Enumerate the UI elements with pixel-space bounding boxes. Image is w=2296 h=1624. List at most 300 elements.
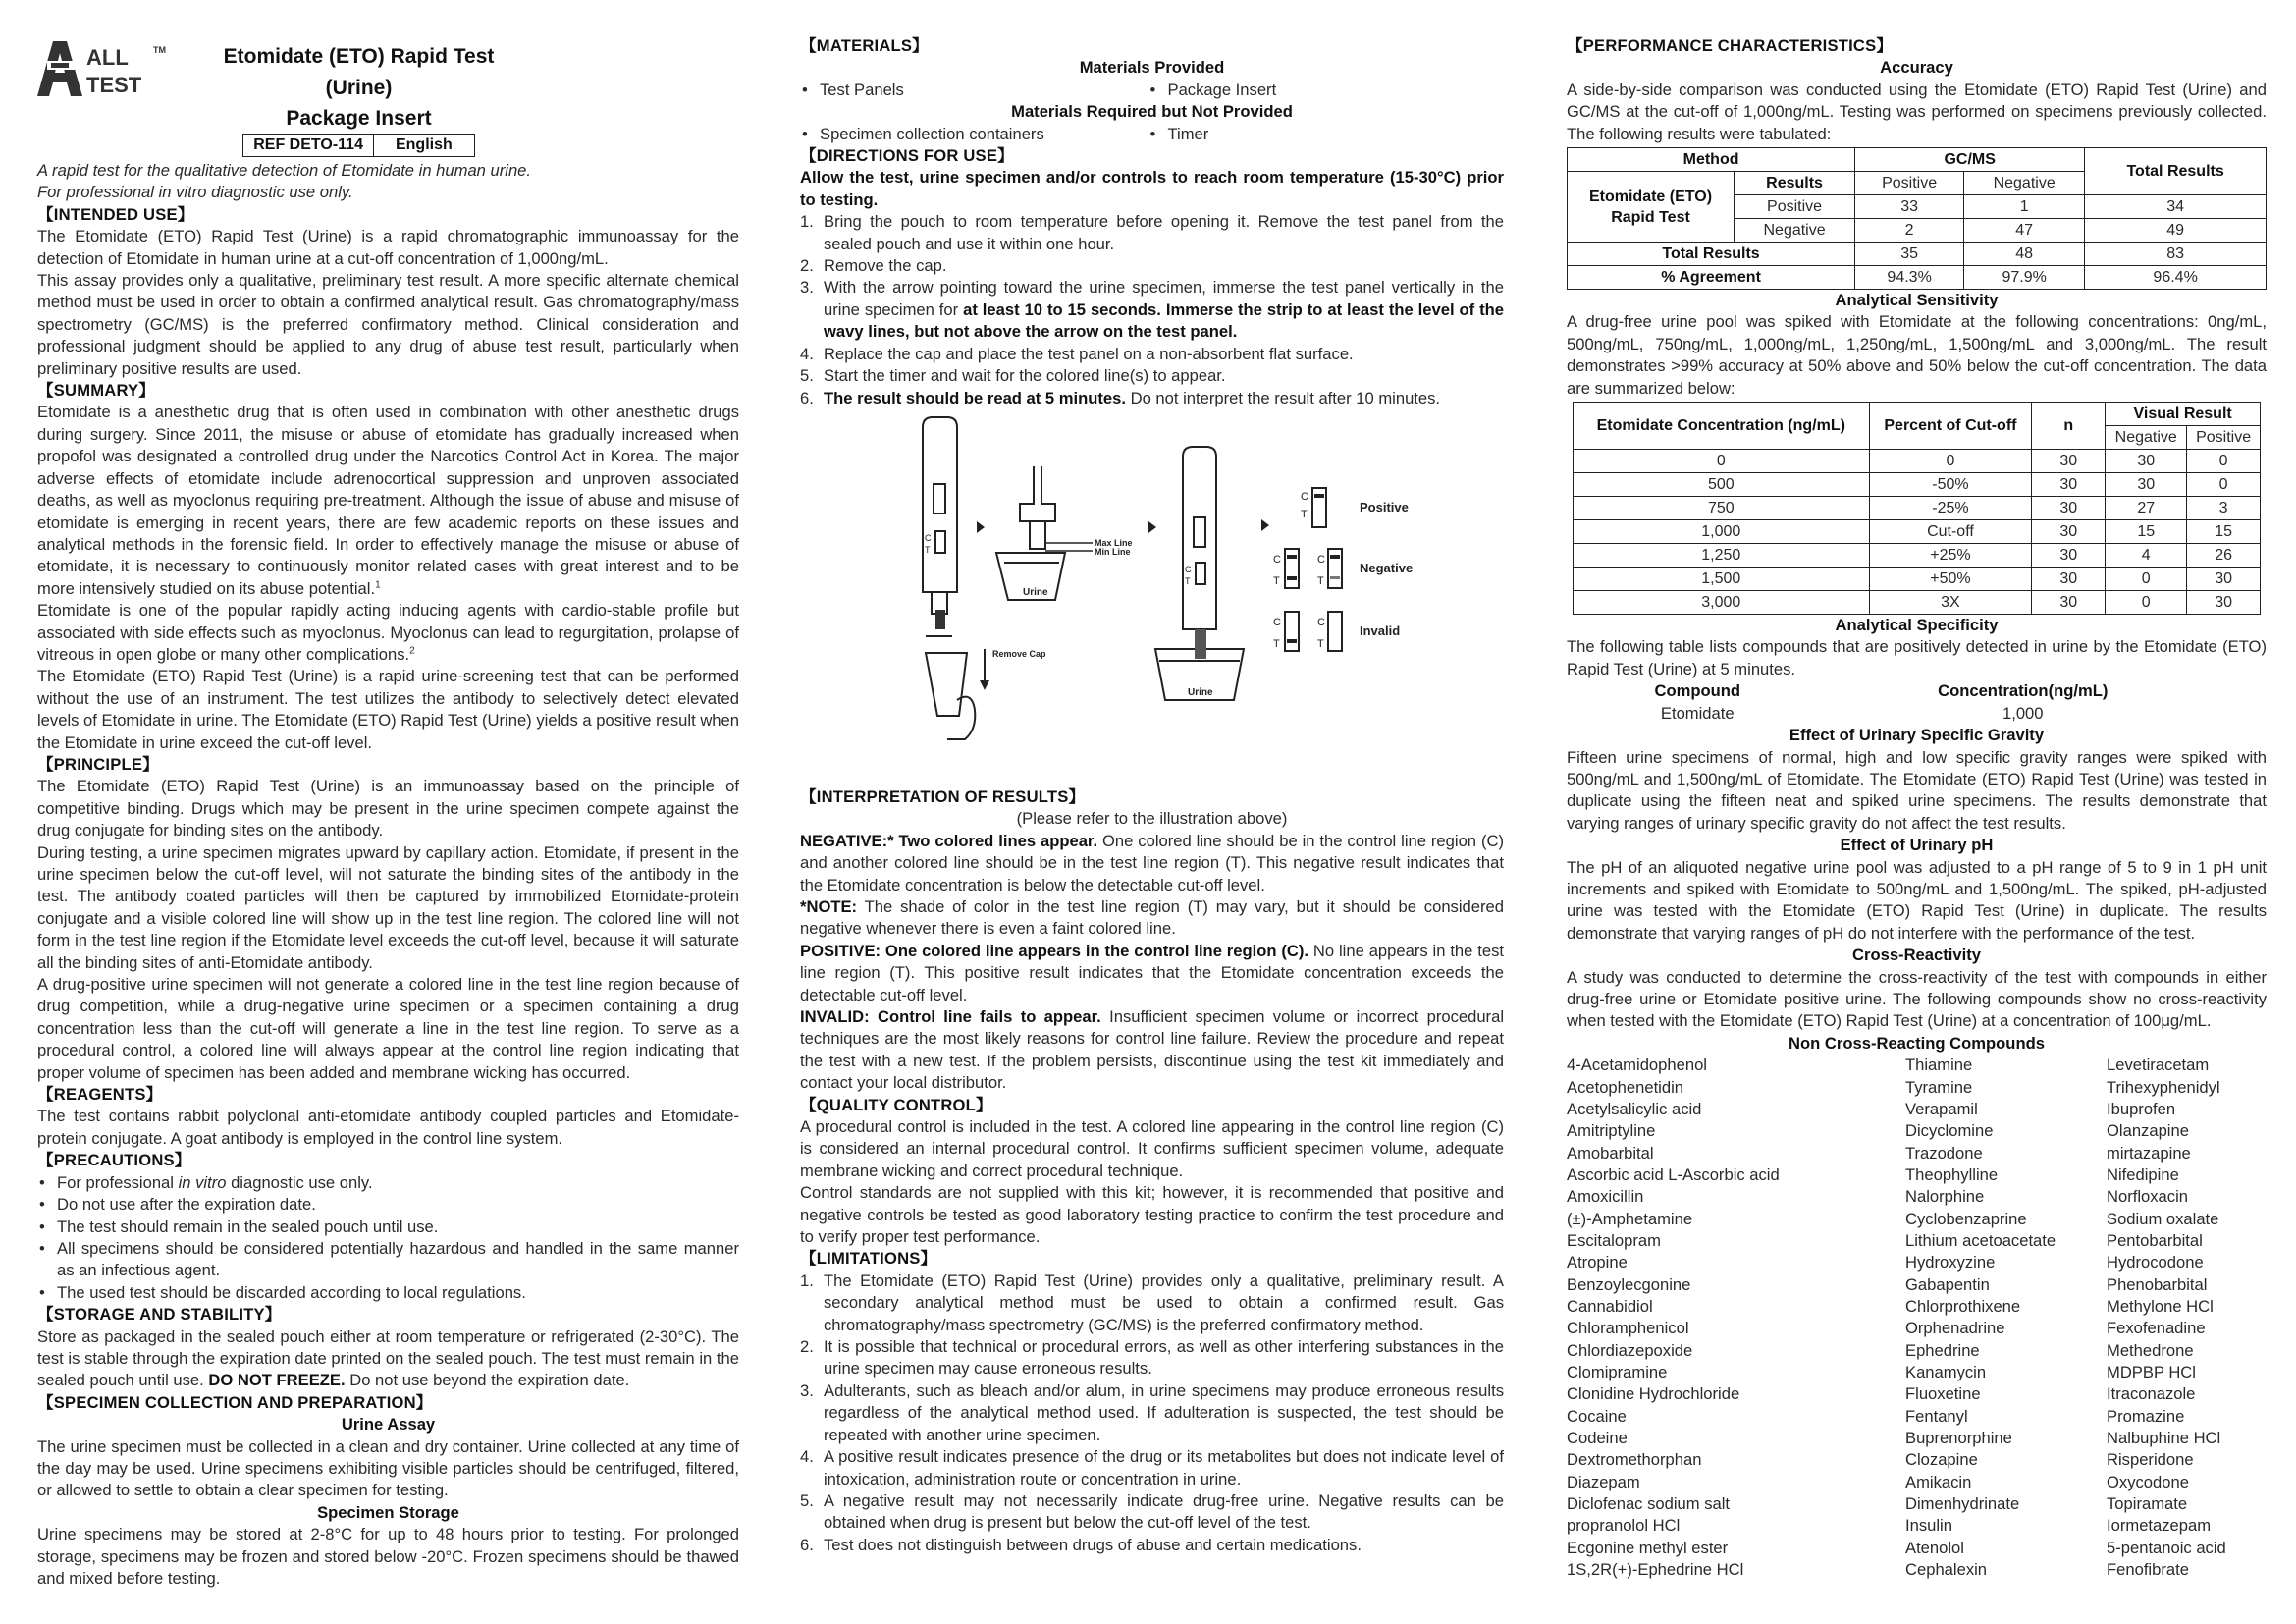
cell: 30 xyxy=(2032,520,2106,544)
list-item: Insulin xyxy=(1905,1516,1952,1536)
table-row xyxy=(1574,544,2261,568)
noncross-col-1 xyxy=(1567,1055,1905,1581)
panel1-strip-end xyxy=(935,610,945,629)
summary-p3: The Etomidate (ETO) Rapid Test (Urine) is a rapid urine-screening test that can be performed without the use of an instrument. The test utilizes the antibody to selectively detect elevated levels of Etomidate in urine. The Etomidate (ETO) Rapid Test (Urine) yields a positive result when the Etomidate in urine exceed the cut-off level. xyxy=(37,667,739,752)
limitations-list xyxy=(800,1271,1504,1556)
list-item: Buprenorphine xyxy=(1905,1429,2012,1448)
cell: 30 xyxy=(2032,450,2106,473)
list-item: Benzoylecgonine xyxy=(1567,1274,1691,1294)
cell: 30 xyxy=(2106,473,2187,497)
positive-bold: POSITIVE: One colored line appears in the control line region (C). xyxy=(800,941,1309,960)
performance-heading: 【PERFORMANCE CHARACTERISTICS】 xyxy=(1567,36,1894,55)
concentration-value: 1,000 xyxy=(2002,703,2044,723)
sensitivity-text: A drug-free urine pool was spiked with Etomidate at the following concentrations: 0ng/mL, 500ng/mL, 750ng/mL, 1,000ng/mL, 1,250ng/mL, 1,500ng/mL and 3,000ng/mL. The result demonstrates >99% accuracy at 50% above and 50% below the cut-off concentration. The data are summarized below: xyxy=(1567,312,2267,398)
list-item: Ecgonine methyl ester xyxy=(1567,1538,1729,1557)
cell: 3X xyxy=(1869,591,2032,615)
sensitivity-table xyxy=(1573,402,2261,615)
cell: 96.4% xyxy=(2085,266,2267,290)
title-block xyxy=(199,40,518,157)
neg-t2: T xyxy=(1317,574,1324,587)
neg1-c-line xyxy=(1287,555,1297,559)
directions-intro: Allow the test, urine specimen and/or controls to reach room temperature (15-30°C) prior to testing. xyxy=(800,168,1504,209)
cell: -25% xyxy=(1869,497,2032,520)
limitation-item: 3. Adulterants, such as bleach and/or alum, in urine specimens may produce erroneous results regardless of the analytical method used. If adulteration is suspected, the test should be repeated with another urine specimen. xyxy=(800,1380,1504,1444)
do-not-freeze: DO NOT FREEZE. xyxy=(208,1371,346,1390)
urine-label-2: Urine xyxy=(1188,686,1213,698)
interpretation-note: (Please refer to the illustration above) xyxy=(1016,809,1288,829)
pos-t: T xyxy=(1301,508,1308,520)
materials-required-title: Materials Required but Not Provided xyxy=(1011,102,1293,122)
noncross-col-3 xyxy=(2107,1055,2267,1581)
limitation-item: 2. It is possible that technical or procedural errors, as well as other interfering substances in the urine specimen may cause erroneous results. xyxy=(800,1337,1504,1379)
cell: 30 xyxy=(2032,544,2106,568)
positive-result xyxy=(800,941,1504,1006)
th-results: Results xyxy=(1735,172,1855,195)
th-gcms: GC/MS xyxy=(1855,148,2085,172)
column-right xyxy=(1567,35,2267,1581)
alltest-logo xyxy=(37,41,175,96)
list-item: Theophylline xyxy=(1905,1164,1999,1184)
inv-t: T xyxy=(1273,637,1280,650)
step-1-text: Bring the pouch to room temperature before opening it. Remove the test panel from the sealed pouch and use it within one hour. xyxy=(824,212,1504,253)
limitation-5-text: A negative result may not necessarily indicate drug-free urine. Negative results can be obtained when drug is present but below the cut-off level of the test. xyxy=(824,1490,1504,1533)
summary-p1 xyxy=(37,402,739,600)
list-item: Ascorbic acid L-Ascorbic acid xyxy=(1567,1164,1780,1184)
ref-number: REF DETO-114 xyxy=(253,136,363,153)
summary-ref-1: 1 xyxy=(375,579,381,591)
urine-assay-subheading: Urine Assay xyxy=(341,1415,436,1435)
cell: Positive xyxy=(1735,195,1855,219)
principle-heading: 【PRINCIPLE】 xyxy=(37,754,159,774)
step-2-text: Remove the cap. xyxy=(824,256,947,276)
list-item: MDPBP HCl xyxy=(2107,1363,2196,1381)
panel2-c-label: C xyxy=(1185,564,1192,574)
list-item: Clozapine xyxy=(1905,1450,1978,1470)
cell: 2 xyxy=(1855,219,1964,243)
precaution-item: • All specimens should be considered potentially hazardous and handled in the same manner as an infectious agent. xyxy=(37,1238,739,1282)
note-text: The shade of color in the test line region (T) may vary, but it should be considered negative whenever there is even a faint colored line. xyxy=(800,896,1504,939)
accuracy-text: A side-by-side comparison was conducted using the Etomidate (ETO) Rapid Test (Urine) and GC/MS at the cut-off of 1,000ng/mL. Testing was performed on specimens previously collected. The following results were tabulated: xyxy=(1567,80,2267,143)
cell: 30 xyxy=(2032,473,2106,497)
list-item: Levetiracetam xyxy=(2107,1056,2210,1075)
list-item: Verapamil xyxy=(1905,1099,1978,1118)
compound-header: Compound xyxy=(1654,681,1741,701)
specimen-p2: Urine specimens may be stored at 2-8°C for up to 48 hours prior to testing. For prolonged storage, specimens may be frozen and stored below -20°C. Frozen specimens should be thawed and mixed before testing. xyxy=(37,1525,739,1588)
list-item: Olanzapine xyxy=(2107,1121,2189,1141)
positive-c-line xyxy=(1314,494,1324,498)
direction-step: 3. With the arrow pointing toward the urine specimen, immerse the test panel vertically in the urine specimen for at least 10 to 15 seconds. Immerse the strip to at least the level of the wavy lines, but not above the arrow on the test panel. xyxy=(800,278,1504,342)
table-row xyxy=(1568,266,2267,290)
document-type: Package Insert xyxy=(286,107,432,130)
list-item: Cocaine xyxy=(1567,1406,1627,1426)
neg2-c-line xyxy=(1330,555,1340,559)
list-item: Promazine xyxy=(2107,1406,2185,1426)
ref-box xyxy=(242,134,475,157)
quality-heading: 【QUALITY CONTROL】 xyxy=(800,1095,992,1114)
cell: 30 xyxy=(2032,568,2106,591)
directions-heading: 【DIRECTIONS FOR USE】 xyxy=(800,146,1014,166)
list-item: Nalbuphine HCl xyxy=(2107,1429,2221,1448)
cross-reactivity-title: Cross-Reactivity xyxy=(1852,946,1981,965)
cell: 1,000 xyxy=(1574,520,1870,544)
precaution-1-post: diagnostic use only. xyxy=(226,1172,373,1192)
list-item: Sodium oxalate xyxy=(2107,1209,2219,1228)
neg1-t-line xyxy=(1287,576,1297,580)
precaution-item: • The test should remain in the sealed pouch until use. xyxy=(37,1217,739,1238)
limitation-item: 6. Test does not distinguish between drugs of abuse and certain medications. xyxy=(800,1535,1362,1554)
specimen-p1: The urine specimen must be collected in a clean and dry container. Urine collected at any time of the day may be used. Urine specimens exhibiting visible particles should be centrifuged, filtered, or allowed to settle to obtain a clear specimen for testing. xyxy=(37,1436,739,1500)
cell: 15 xyxy=(2187,520,2261,544)
cell: 30 xyxy=(2187,591,2261,615)
list-item: Itraconazole xyxy=(2107,1384,2196,1404)
table-row xyxy=(1568,243,2267,266)
sensitivity-title: Analytical Sensitivity xyxy=(1835,291,1999,310)
storage-end: Do not use beyond the expiration date. xyxy=(349,1371,630,1390)
reagents-p1: The test contains rabbit polyclonal anti-etomidate antibody coupled particles and Etomidate-protein conjugate. A goat antibody is employed in the control line system. xyxy=(37,1107,739,1148)
list-item: Norfloxacin xyxy=(2107,1187,2189,1207)
list-item: Atropine xyxy=(1567,1253,1628,1272)
cell: 1,500 xyxy=(1574,568,1870,591)
material-item: • Specimen collection containers xyxy=(800,124,1152,145)
list-item: Ephedrine xyxy=(1905,1340,1980,1360)
list-item: Dimenhydrinate xyxy=(1905,1494,2020,1514)
intended-use-heading: 【INTENDED USE】 xyxy=(37,204,194,224)
ph-text: The pH of an aliquoted negative urine pool was adjusted to a pH range of 5 to 9 in 1 pH unit increments and spiked with Etomidate to 500ng/mL and 1,500ng/mL. The spiked, pH-adjusted urine was tested with the Etomidate (ETO) Rapid Test (Urine) in duplicate. The results demonstrate that varying ranges of pH do not interfere with the performance of the test. xyxy=(1567,857,2267,943)
concentration-header: Concentration(ng/mL) xyxy=(1938,681,2109,701)
list-item: Iormetazepam xyxy=(2107,1516,2212,1536)
cell: 0 xyxy=(1574,450,1870,473)
th-positive: Positive xyxy=(2187,426,2261,450)
invalid-result xyxy=(800,1006,1504,1095)
list-item: Clonidine Hydrochloride xyxy=(1567,1384,1740,1404)
list-item: Methedrone xyxy=(2107,1340,2194,1360)
list-item: Trihexyphenidyl xyxy=(2107,1077,2220,1097)
cell: 49 xyxy=(2085,219,2267,243)
limitation-2-text: It is possible that technical or procedural errors, as well as other interfering substances in the urine specimen may cause erroneous results. xyxy=(824,1337,1504,1379)
list-item: Amitriptyline xyxy=(1567,1121,1656,1141)
list-item: mirtazapine xyxy=(2107,1143,2191,1163)
cell: 97.9% xyxy=(1964,266,2085,290)
storage-p1 xyxy=(37,1326,739,1392)
th-negative: Negative xyxy=(1964,172,2085,195)
list-item: Topiramate xyxy=(2107,1494,2188,1514)
material-item: • Timer xyxy=(1148,124,1505,145)
limitation-3-text: Adulterants, such as bleach and/or alum, in urine specimens may produce erroneous results regardless of the analytical method used. If adulteration is suspected, the test should be repeated with another urine specimen. xyxy=(824,1380,1504,1444)
cell: 0 xyxy=(2106,568,2187,591)
invalid-text: Insufficient specimen volume or incorrect procedural techniques are the most likely reasons for control line failure. Review the procedure and repeat the test with a new test. If the problem persists, discontinue using the test kit immediately and contact your local distributor. xyxy=(800,1006,1504,1093)
urine-label-1: Urine xyxy=(1023,586,1048,598)
list-item: Chlorprothixene xyxy=(1905,1296,2021,1316)
list-item: Phenobarbital xyxy=(2107,1274,2208,1294)
intended-use-p2: This assay provides only a qualitative, preliminary test result. A more specific alternate chemical method must be used in order to obtain a confirmed analytical result. Gas chromatography/mass spectrometry (GC/MS) is the preferred confirmatory method. Clinical consideration and professional judgment should be applied to any drug of abuse test result, particularly when preliminary positive results are used. xyxy=(37,271,739,378)
intended-use-p1: The Etomidate (ETO) Rapid Test (Urine) is a rapid chromatographic immunoassay for the detection of Etomidate in human urine at a cut-off concentration of 1,000ng/mL. xyxy=(37,227,739,268)
min-line-label: Min Line xyxy=(1095,546,1131,557)
list-item: Cannabidiol xyxy=(1567,1296,1653,1316)
list-item: Lithium acetoacetate xyxy=(1905,1230,2056,1250)
intro-line-2: For professional in vitro diagnostic use only. xyxy=(37,183,353,202)
list-item: Fenofibrate xyxy=(2107,1560,2189,1580)
list-item: Fluoxetine xyxy=(1905,1384,1981,1404)
th-total-results: Total Results xyxy=(2085,148,2267,195)
specificity-title: Analytical Specificity xyxy=(1835,616,1999,635)
product-subtitle: (Urine) xyxy=(325,77,393,99)
precaution-item: • Do not use after the expiration date. xyxy=(37,1194,739,1216)
arrow-down-icon xyxy=(980,680,989,690)
th-concentration: Etomidate Concentration (ng/mL) xyxy=(1574,403,1870,450)
test-panel-2 xyxy=(1155,447,1244,700)
column-left xyxy=(37,35,739,1590)
list-item: 1S,2R(+)-Ephedrine HCl xyxy=(1567,1560,1744,1580)
panel2-strip-end xyxy=(1195,629,1206,659)
storage-heading: 【STORAGE AND STABILITY】 xyxy=(37,1305,282,1325)
cell: Negative xyxy=(1735,219,1855,243)
list-item: Atenolol xyxy=(1905,1538,1964,1557)
compound-value: Etomidate xyxy=(1660,703,1735,723)
step-6-text: Do not interpret the result after 10 minutes. xyxy=(1125,388,1441,407)
limitation-item: 5. A negative result may not necessarily indicate drug-free urine. Negative results can be obtained when drug is present but below the cut-off level of the test. xyxy=(800,1490,1504,1533)
cell: +50% xyxy=(1869,568,2032,591)
list-item: Codeine xyxy=(1567,1429,1628,1448)
list-item: Tyramine xyxy=(1905,1077,1973,1097)
gravity-title: Effect of Urinary Specific Gravity xyxy=(1789,726,2045,745)
specificity-row xyxy=(1567,703,2267,725)
materials-provided-title: Materials Provided xyxy=(1079,58,1225,78)
directions-steps xyxy=(800,211,1504,409)
test-panel-1 xyxy=(923,417,957,636)
cell: 4 xyxy=(2106,544,2187,568)
table-row xyxy=(1574,473,2261,497)
cell: Cut-off xyxy=(1869,520,2032,544)
summary-p1-text: Etomidate is a anesthetic drug that is often used in combination with other anesthetic drugs during surgery. Since 2011, the misuse or abuse of etomidate has gradually increased when propofol was designated a controlled drug under the Narcotics Control Act in Korea. The major adverse effects of etomidate include adrenocortical suppression and unproven associated deaths, as well as myoclonus requiring pre-treatment. Although the issue of abuse and misuse of etomidate is emerging in recent years, there are few academic reports on these issues and analytical methods in the forensic field. In order to effectively manage the misuse or abuse of etomidate, it is necessary to continuously monitor related cases with great interest and to be more intensively studied on its abuse potential. xyxy=(37,403,739,598)
list-item: Amoxicillin xyxy=(1567,1187,1644,1207)
list-item: Amobarbital xyxy=(1567,1143,1654,1163)
inv-c: C xyxy=(1273,616,1281,628)
cell: 30 xyxy=(2032,591,2106,615)
th-positive: Positive xyxy=(1855,172,1964,195)
cell: 26 xyxy=(2187,544,2261,568)
th-visual-result: Visual Result xyxy=(2106,403,2261,426)
cell: 83 xyxy=(2085,243,2267,266)
list-item: Gabapentin xyxy=(1905,1274,1990,1294)
list-item: Amikacin xyxy=(1905,1472,1972,1491)
cell: 3,000 xyxy=(1574,591,1870,615)
th-negative: Negative xyxy=(2106,426,2187,450)
cell: 3 xyxy=(2187,497,2261,520)
logo-text-all: ALL xyxy=(86,45,129,70)
limitation-6-text: Test does not distinguish between drugs of abuse and certain medications. xyxy=(824,1535,1362,1554)
list-item: Dicyclomine xyxy=(1905,1121,1994,1141)
specificity-header xyxy=(1567,680,2267,702)
interpretation-heading: 【INTERPRETATION OF RESULTS】 xyxy=(800,786,1086,806)
list-item: Oxycodone xyxy=(2107,1472,2189,1491)
cross-reactivity-text: A study was conducted to determine the cross-reactivity of the test with compounds in either drug-free urine or Etomidate positive urine. The following compounds show no cross-reactivity when tested with the Etomidate (ETO) Rapid Test (Urine) at a concentration of 100μg/mL. xyxy=(1567,967,2267,1031)
table-row xyxy=(1574,568,2261,591)
noncross-title: Non Cross-Reacting Compounds xyxy=(1789,1033,2045,1053)
cell: 0 xyxy=(2106,591,2187,615)
panel1-t-label: T xyxy=(925,544,931,555)
accuracy-table xyxy=(1567,147,2267,290)
neg2-t-line xyxy=(1330,576,1340,579)
precautions-heading: 【PRECAUTIONS】 xyxy=(37,1151,191,1170)
precaution-item xyxy=(37,1172,739,1194)
th-percent-cutoff: Percent of Cut-off xyxy=(1869,403,2032,450)
inv-t2: T xyxy=(1317,637,1324,650)
intro-line-1: A rapid test for the qualitative detection of Etomidate in human urine. xyxy=(37,161,532,180)
positive-label: Positive xyxy=(1360,499,1409,514)
list-item: 5-pentanoic acid xyxy=(2107,1538,2226,1557)
cell: 33 xyxy=(1855,195,1964,219)
limitations-heading: 【LIMITATIONS】 xyxy=(800,1249,937,1269)
panel2-t-label: T xyxy=(1185,575,1191,586)
summary-heading: 【SUMMARY】 xyxy=(37,381,156,401)
precaution-1-pre: For professional xyxy=(57,1172,179,1192)
list-item: Chloramphenicol xyxy=(1567,1319,1689,1338)
list-item: Trazodone xyxy=(1905,1143,1983,1163)
th-method: Method xyxy=(1568,148,1855,172)
specimen-heading: 【SPECIMEN COLLECTION AND PREPARATION】 xyxy=(37,1392,433,1412)
direction-step: 4. Replace the cap and place the test panel on a non-absorbent flat surface. xyxy=(800,344,1354,363)
positive-text: No line appears in the test line region (T). This positive result indicates that the Etomidate concentration exceeds the detectable cut-off level. xyxy=(800,941,1505,1004)
dip-step xyxy=(996,466,1065,600)
remove-cap-label: Remove Cap xyxy=(992,648,1046,659)
list-item: Cyclobenzaprine xyxy=(1905,1209,2027,1228)
table-row xyxy=(1574,520,2261,544)
list-item: Dextromethorphan xyxy=(1567,1450,1702,1470)
cell: Total Results xyxy=(1568,243,1855,266)
remove-cap-step xyxy=(926,653,975,739)
materials-required-list xyxy=(800,124,1504,145)
direction-step: 2. Remove the cap. xyxy=(800,256,947,276)
gravity-text: Fifteen urine specimens of normal, high and low specific gravity ranges were spiked with 500ng/mL and 1,500ng/mL of Etomidate. The Etomidate (ETO) Rapid Test (Urine) was tested in duplicate using the fifteen neat and spiked urine specimens. The results demonstrate that varying ranges of urinary specific gravity do not affect the test results. xyxy=(1567,747,2267,833)
th-n: n xyxy=(2032,403,2106,450)
invalid-bold: INVALID: Control line fails to appear. xyxy=(800,1006,1101,1026)
row-label-test: Etomidate (ETO) Rapid Test xyxy=(1568,172,1735,243)
precaution-item: • The used test should be discarded according to local regulations. xyxy=(37,1282,739,1304)
noncross-compound-list xyxy=(1567,1055,2267,1581)
quality-p1: A procedural control is included in the test. A colored line appearing in the control line region (C) is considered an internal procedural control. It confirms sufficient specimen volume, adequate membrane wicking and correct procedural technique. xyxy=(800,1117,1504,1180)
noncross-col-2 xyxy=(1905,1055,2107,1581)
list-item: Clomipramine xyxy=(1567,1363,1668,1381)
cell: 94.3% xyxy=(1855,266,1964,290)
list-item: Methylone HCl xyxy=(2107,1296,2214,1316)
list-item: Ibuprofen xyxy=(2107,1099,2176,1118)
accuracy-title: Accuracy xyxy=(1880,58,1953,78)
neg-c2: C xyxy=(1317,553,1325,566)
cell: 0 xyxy=(2187,473,2261,497)
negative-label: Negative xyxy=(1360,560,1414,575)
list-item: Nalorphine xyxy=(1905,1187,1985,1207)
negative-result xyxy=(800,831,1504,896)
list-item: Risperidone xyxy=(2107,1450,2194,1470)
column-middle xyxy=(800,35,1504,1556)
cell: 500 xyxy=(1574,473,1870,497)
arrow-icon xyxy=(977,521,985,533)
product-title: Etomidate (ETO) Rapid Test xyxy=(223,45,495,68)
negative-bold: NEGATIVE:* Two colored lines appear. xyxy=(800,831,1098,850)
arrow-icon xyxy=(1148,521,1156,533)
list-item: Cephalexin xyxy=(1905,1560,1988,1580)
step-3-bold: at least 10 to 15 seconds. Immerse the strip to at least the level of the wavy lines, but not above the arrow on the test panel. xyxy=(824,299,1504,342)
list-item: Pentobarbital xyxy=(2107,1230,2203,1250)
limitation-item: 1. The Etomidate (ETO) Rapid Test (Urine) provides only a qualitative, preliminary result. A secondary analytical method must be used to obtain a confirmed result. Gas chromatography/mass spectrometry (GC/MS) is the preferred confirmatory method. xyxy=(800,1271,1504,1334)
invalid-windows xyxy=(1285,612,1342,651)
limitation-1-text: The Etomidate (ETO) Rapid Test (Urine) provides only a qualitative, preliminary result. A secondary analytical method must be used to obtain a confirmed result. Gas chromatography/mass spectrometry (GC/MS) is the preferred confirmatory method. xyxy=(824,1271,1504,1334)
cell: 30 xyxy=(2187,568,2261,591)
sensitivity-rows xyxy=(1574,450,2261,615)
pos-c: C xyxy=(1301,490,1308,503)
table-row xyxy=(1574,497,2261,520)
materials-heading: 【MATERIALS】 xyxy=(800,36,929,55)
list-item: Chlordiazepoxide xyxy=(1567,1340,1693,1360)
cell: 47 xyxy=(1964,219,2085,243)
list-item: Escitalopram xyxy=(1567,1230,1661,1250)
procedure-illustration xyxy=(800,415,1504,749)
list-item: Acetylsalicylic acid xyxy=(1567,1099,1702,1118)
list-item: Nifedipine xyxy=(2107,1164,2179,1184)
cell: 1 xyxy=(1964,195,2085,219)
principle-p2: During testing, a urine specimen migrates upward by capillary action. Etomidate, if present in the urine specimen below the cut-off level, will not saturate the binding sites of the antibody in the test. The antibody coated particles will then be captured by immobilized Etomidate-protein conjugate and a visible colored line will show up in the test line region. The colored line will not form in the test line region if the Etomidate level exceeds the cut-off level, because it will saturate all the binding sites of anti-Etomidate antibody. xyxy=(37,842,739,972)
summary-p2 xyxy=(37,600,739,666)
cell: 35 xyxy=(1855,243,1964,266)
direction-step: 5. Start the timer and wait for the colored line(s) to appear. xyxy=(800,366,1226,386)
materials-provided-list xyxy=(800,80,1504,101)
material-item: • Package Insert xyxy=(1148,80,1505,101)
summary-p2-text: Etomidate is one of the popular rapidly acting inducing agents with cardio-stable profile but associated with side effects such as myoclonus. Myoclonus can lead to regurgitation, prolapse of vitreous in open globe or many other complications. xyxy=(37,601,739,664)
note-bold: *NOTE: xyxy=(800,896,858,916)
cell: 15 xyxy=(2106,520,2187,544)
list-item: (±)-Amphetamine xyxy=(1567,1209,1693,1228)
neg-t: T xyxy=(1273,574,1280,587)
cell: -50% xyxy=(1869,473,2032,497)
note-result xyxy=(800,896,1504,941)
list-item: Fexofenadine xyxy=(2107,1319,2206,1338)
panel1-c-label: C xyxy=(925,532,932,543)
neg-c: C xyxy=(1273,553,1281,566)
precaution-1-ital: in vitro xyxy=(178,1172,227,1192)
ph-title: Effect of Urinary pH xyxy=(1840,836,1994,855)
limitation-item: 4. A positive result indicates presence of the drug or its metabolites but does not indicate level of intoxication, administration route or concentration in urine. xyxy=(800,1447,1504,1489)
list-item: Thiamine xyxy=(1905,1056,1973,1075)
step-5-text: Start the timer and wait for the colored line(s) to appear. xyxy=(824,366,1226,386)
precautions-list xyxy=(37,1172,739,1304)
cell: 750 xyxy=(1574,497,1870,520)
cell: +25% xyxy=(1869,544,2032,568)
logo-tm: TM xyxy=(153,45,166,55)
cell: 27 xyxy=(2106,497,2187,520)
cell: % Agreement xyxy=(1568,266,1855,290)
arrow-icon xyxy=(1261,519,1269,531)
list-item: Kanamycin xyxy=(1905,1363,1987,1381)
cell: 34 xyxy=(2085,195,2267,219)
inv-c2: C xyxy=(1317,616,1325,628)
max-line-label: Max Line xyxy=(1095,537,1133,548)
list-item: propranolol HCl xyxy=(1567,1516,1681,1536)
procedure-figure xyxy=(800,415,1504,749)
cell: 1,250 xyxy=(1574,544,1870,568)
logo-text-test: TEST xyxy=(86,73,142,96)
cell: 30 xyxy=(2032,497,2106,520)
storage-text: Store as packaged in the sealed pouch either at room temperature or refrigerated (2-30°C). The test is stable through the expiration date printed on the sealed pouch. The test must remain in the sealed pouch until use. xyxy=(37,1326,739,1390)
principle-p3: A drug-positive urine specimen will not generate a colored line in the test line region because of drug competition, while a drug-negative urine specimen or a specimen containing a drug concentration less than the cut-off will generate a line in the test line region. To serve as a procedural control, a colored line will always appear at the control line region indicating that proper volume of specimen has been added and membrane wicking has occurred. xyxy=(37,975,739,1082)
summary-ref-2: 2 xyxy=(409,645,415,657)
table-row xyxy=(1574,450,2261,473)
cell: 48 xyxy=(1964,243,2085,266)
list-item: 4-Acetamidophenol xyxy=(1567,1056,1707,1075)
reagents-heading: 【REAGENTS】 xyxy=(37,1085,163,1105)
quality-p2: Control standards are not supplied with this kit; however, it is recommended that positive and negative controls be tested as good laboratory testing practice to confirm the test procedure and to verify proper test performance. xyxy=(800,1183,1504,1247)
language-label: English xyxy=(373,135,474,156)
step-3-text: With the arrow pointing toward the urine specimen, immerse the test panel vertically in the urine specimen for xyxy=(824,278,1504,319)
